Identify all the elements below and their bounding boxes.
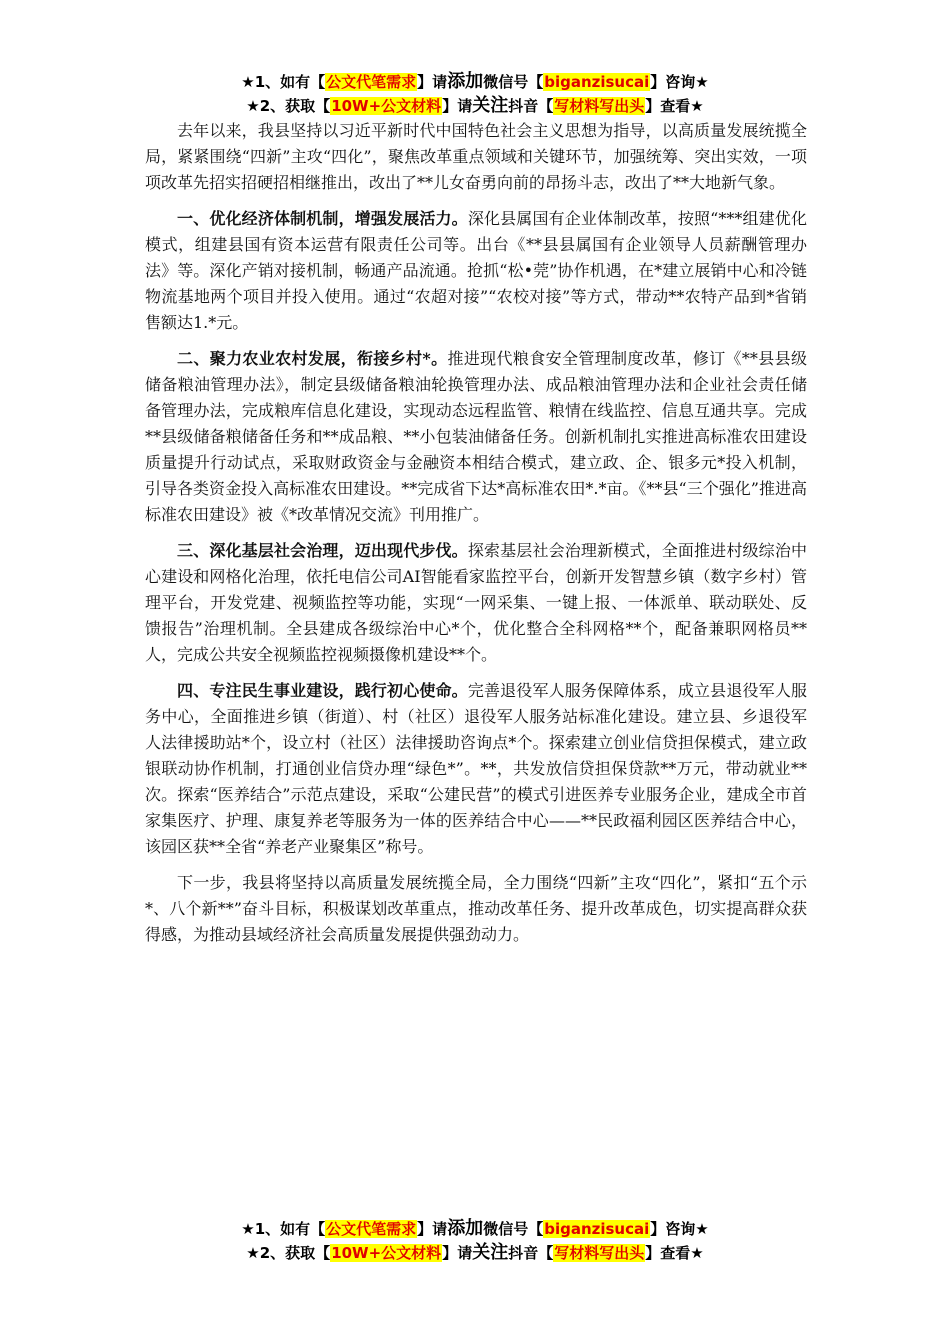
top-ad-banner <box>140 70 810 118</box>
highlight-text: 公文代笔需求 <box>326 1220 417 1238</box>
emphasis-text: 添加 <box>447 71 484 92</box>
banner-line-1 <box>140 1217 810 1241</box>
banner-text: ★1、如有【 <box>241 73 326 91</box>
banner-line-1 <box>140 70 810 94</box>
banner-line-2 <box>140 1241 810 1265</box>
highlight-text: 公文代笔需求 <box>326 73 417 91</box>
section-paragraph-1 <box>145 206 807 336</box>
document-body <box>145 118 807 958</box>
banner-line-2 <box>140 94 810 118</box>
banner-text: 】请 <box>417 1220 448 1238</box>
section-paragraph-3 <box>145 538 807 668</box>
wechat-id: biganzisucai <box>544 73 650 91</box>
banner-text: ★2、获取【 <box>246 97 331 115</box>
emphasis-text: 关注 <box>472 95 509 116</box>
banner-text: 】请 <box>442 97 473 115</box>
banner-text: 微信号【 <box>483 1220 544 1238</box>
section-heading: 三、深化基层社会治理，迈出现代步伐。 <box>177 541 468 560</box>
section-body: 探索基层社会治理新模式，全面推进村级综治中心建设和网格化治理，依托电信公司AI智能看家监控平台，创新开发智慧乡镇（数字乡村）管理平台，开发党建、视频监控等功能，实现“一网采集、一键上报、一体派单、联动联处、反馈报告”治理机制。全县建成各级综治中心*个，优化整合全科网格**个，配备兼职网格员**人，完成公共安全视频监控视频摄像机建设**个。 <box>145 541 807 664</box>
banner-text: 抖音【 <box>508 97 554 115</box>
banner-text: 】咨询★ <box>650 73 709 91</box>
section-body: 深化县属国有企业体制改革，按照“***组建优化模式，组建县国有资本运营有限责任公司等。出台《**县县属国有企业领导人员薪酬管理办法》等。深化产销对接机制，畅通产品流通。抢抓“松•莞”协作机遇，在*建立展销中心和冷链物流基地两个项目并投入使用。通过“农超对接”“农校对接”等方式，带动**农特产品到*省销售额达1.*元。 <box>145 209 807 332</box>
banner-text: 】请 <box>417 73 448 91</box>
bottom-ad-banner <box>140 1217 810 1265</box>
douyin-account: 写材料写出头 <box>554 1244 645 1262</box>
emphasis-text: 添加 <box>447 1218 484 1239</box>
banner-text: 抖音【 <box>508 1244 554 1262</box>
banner-text: 】查看★ <box>645 1244 704 1262</box>
banner-text: 】咨询★ <box>650 1220 709 1238</box>
conclusion-paragraph: 下一步，我县将坚持以高质量发展统揽全局，全力围绕“四新”主攻“四化”，紧扣“五个示*、八个新**”奋斗目标，积极谋划改革重点，推动改革任务、提升改革成色，切实提高群众获得感，为推动县域经济社会高质量发展提供强劲动力。 <box>145 873 807 944</box>
section-heading: 一、优化经济体制机制，增强发展活力。 <box>177 209 468 228</box>
banner-text: 】请 <box>442 1244 473 1262</box>
highlight-text: 10W+公文材料 <box>331 97 442 115</box>
douyin-account: 写材料写出头 <box>554 97 645 115</box>
section-heading: 四、专注民生事业建设，践行初心使命。 <box>177 681 468 700</box>
highlight-text: 10W+公文材料 <box>331 1244 442 1262</box>
banner-text: ★2、获取【 <box>246 1244 331 1262</box>
section-heading: 二、聚力农业农村发展，衔接乡村*。 <box>177 349 448 368</box>
banner-text: 】查看★ <box>645 97 704 115</box>
banner-text: 微信号【 <box>483 73 544 91</box>
banner-text: ★1、如有【 <box>241 1220 326 1238</box>
emphasis-text: 关注 <box>472 1242 509 1263</box>
section-paragraph-2 <box>145 346 807 528</box>
section-body: 推进现代粮食安全管理制度改革，修订《**县县级储备粮油管理办法》，制定县级储备粮油轮换管理办法、成品粮油管理办法和企业社会责任储备管理办法，完成粮库信息化建设，实现动态远程监管、粮情在线监控、信息互通共享。完成**县级储备粮储备任务和**成品粮、**小包装油储备任务。创新机制扎实推进高标准农田建设质量提升行动试点，采取财政资金与金融资本相结合模式，建立政、企、银多元*投入机制，引导各类资金投入高标准农田建设。**完成省下达*高标准农田*.*亩。《**县“三个强化”推进高标准农田建设》被《*改革情况交流》刊用推广。 <box>145 349 807 524</box>
section-body: 完善退役军人服务保障体系，成立县退役军人服务中心，全面推进乡镇（街道）、村（社区）退役军人服务站标准化建设。建立县、乡退役军人法律援助站*个，设立村（社区）法律援助咨询点*个。探索建立创业信贷担保模式，建立政银联动协作机制，打通创业信贷办理“绿色*”。**，共发放信贷担保贷款**万元，带动就业**次。探索“医养结合”示范点建设，采取“公建民营”的模式引进医养专业服务企业，建成全市首家集医疗、护理、康复养老等服务为一体的医养结合中心——**民政福利园区医养结合中心，该园区获**全省“养老产业聚集区”称号。 <box>145 681 807 856</box>
wechat-id: biganzisucai <box>544 1220 650 1238</box>
section-paragraph-4 <box>145 678 807 860</box>
intro-paragraph: 去年以来，我县坚持以习近平新时代中国特色社会主义思想为指导，以高质量发展统揽全局，紧紧围绕“四新”主攻“四化”，聚焦改革重点领域和关键环节，加强统筹、突出实效，一项项改革先招实招硬招相继推出，改出了**儿女奋勇向前的昂扬斗志，改出了**大地新气象。 <box>145 121 807 192</box>
